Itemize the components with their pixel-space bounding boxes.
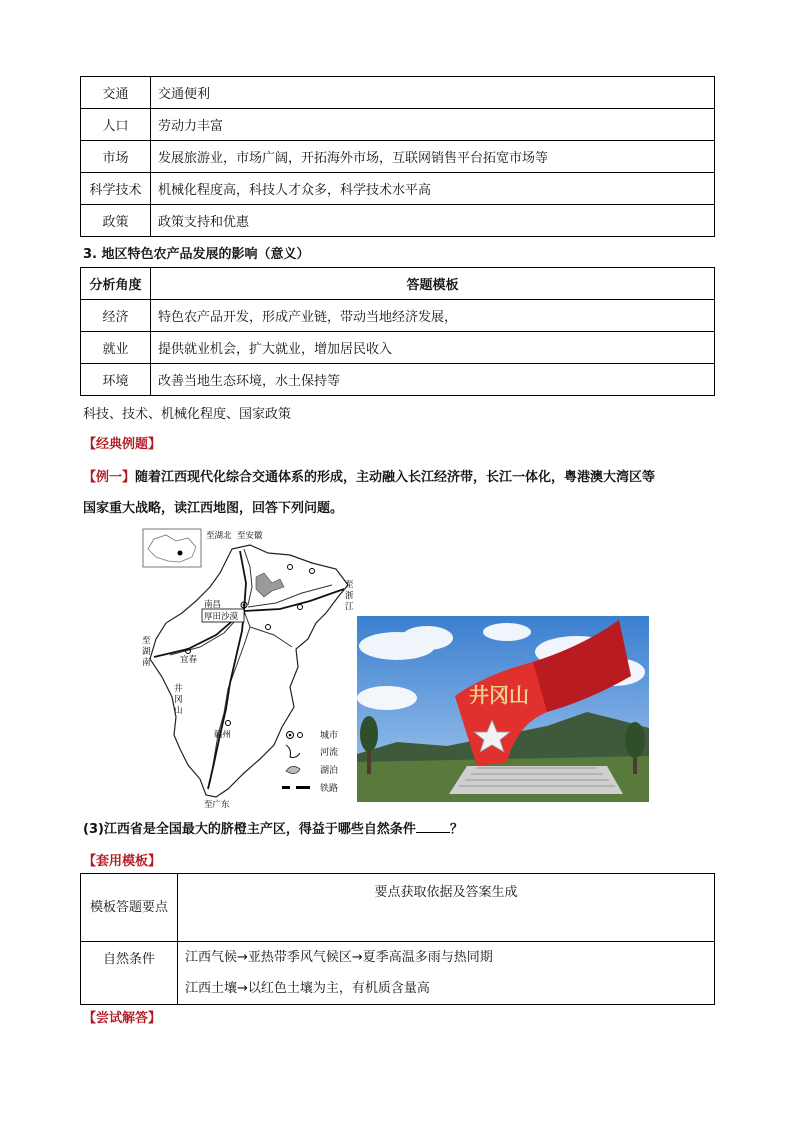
label-to-hunan xyxy=(142,636,151,668)
row-label: 就业 xyxy=(81,332,151,364)
row-content: 改善当地生态环境，水土保持等 xyxy=(151,364,715,396)
table-row xyxy=(81,141,715,173)
row-content: 提供就业机会，扩大就业，增加居民收入 xyxy=(151,332,715,364)
row-label: 科学技术 xyxy=(81,173,151,205)
content-line-soil: 江西土壤→以红色土壤为主，有机质含量高 xyxy=(185,981,430,996)
question-end: ？ xyxy=(449,822,463,837)
header-answer-template: 答题模板 xyxy=(151,268,715,300)
svg-text:冈: 冈 xyxy=(174,695,183,705)
row-content: 发展旅游业，市场广阔，开拓海外市场，互联网销售平台拓宽市场等 xyxy=(151,141,715,173)
jinggangshan-photo xyxy=(357,616,649,802)
table-header-row xyxy=(81,874,715,942)
table-row xyxy=(81,205,715,237)
svg-text:浙: 浙 xyxy=(345,591,354,601)
table-row xyxy=(81,77,715,109)
answer-blank xyxy=(416,820,450,833)
rivers xyxy=(170,549,332,783)
row-label: 环境 xyxy=(81,364,151,396)
header-basis-answer: 要点获取依据及答案生成 xyxy=(178,874,715,942)
label-changbei: 厚田沙漠 xyxy=(204,612,239,622)
table-row xyxy=(81,173,715,205)
label-to-guangdong: 至广东 xyxy=(204,800,230,809)
legend-river: 河流 xyxy=(320,748,339,758)
header-template-points: 模板答题要点 xyxy=(81,874,178,942)
row-content: 特色农产品开发，形成产业链，带动当地经济发展， xyxy=(151,300,715,332)
example-tag: 【例一】 xyxy=(83,470,136,485)
row-content: 机械化程度高，科技人才众多，科学技术水平高 xyxy=(151,173,715,205)
content-line-climate: 江西气候→亚热带季风气候区→夏季高温多雨与热同期 xyxy=(185,950,493,965)
example-text: 随着江西现代化综合交通体系的形成，主动融入长江经济带，长江一体化，粤港澳大湾区等 xyxy=(135,470,656,485)
poyang-lake xyxy=(256,573,284,597)
example-text-line-1 xyxy=(83,466,655,485)
template-heading: 【套用模板】 xyxy=(83,854,162,869)
inset-china-map xyxy=(143,529,201,567)
map-legend xyxy=(282,729,338,794)
svg-text:至: 至 xyxy=(142,636,151,646)
table-row xyxy=(81,942,715,1005)
question-text: (3)江西省是全国最大的脐橙主产区，得益于哪些自然条件 xyxy=(83,822,416,837)
header-analysis-angle: 分析角度 xyxy=(81,268,151,300)
svg-text:井: 井 xyxy=(174,684,183,694)
province-outline xyxy=(150,545,348,797)
try-answer-heading: 【尝试解答】 xyxy=(83,1011,162,1026)
svg-text:湖: 湖 xyxy=(142,647,151,657)
example-text-line-2: 国家重大战略，读江西地图，回答下列问题。 xyxy=(83,501,344,516)
section-3-title: 3. 地区特色农产品发展的影响（意义） xyxy=(83,247,310,262)
impact-table xyxy=(80,267,715,396)
factors-table xyxy=(80,76,715,237)
question-line xyxy=(83,818,463,837)
legend-railway: 铁路 xyxy=(320,784,339,794)
label-ganzhou: 赣州 xyxy=(214,730,232,740)
table-row xyxy=(81,300,715,332)
row-label: 交通 xyxy=(81,77,151,109)
label-jinggangshan xyxy=(174,683,183,716)
label-to-zhejiang xyxy=(345,580,354,612)
jiangxi-map xyxy=(140,527,355,809)
svg-text:山: 山 xyxy=(174,706,183,716)
label-to-anhui: 至安徽 xyxy=(237,531,263,541)
row-label: 市场 xyxy=(81,141,151,173)
row-content: 交通便利 xyxy=(151,77,715,109)
row-label: 人口 xyxy=(81,109,151,141)
table-header-row xyxy=(81,268,715,300)
monument-inscription: 井冈山 xyxy=(469,683,529,707)
legend-city: 城市 xyxy=(320,731,339,741)
table-row xyxy=(81,109,715,141)
city-markers xyxy=(186,565,315,726)
label-nanchang: 南昌 xyxy=(204,600,222,610)
extra-note: 科技、技术、机械化程度、国家政策 xyxy=(83,407,292,422)
row-content: 政策支持和优惠 xyxy=(151,205,715,237)
row-label: 自然条件 xyxy=(81,942,178,1005)
label-to-hubei: 至湖北 xyxy=(206,531,232,541)
row-content xyxy=(178,942,715,1005)
row-label: 政策 xyxy=(81,205,151,237)
table-row xyxy=(81,364,715,396)
template-table xyxy=(80,873,715,1005)
svg-text:江: 江 xyxy=(345,602,354,612)
row-content: 劳动力丰富 xyxy=(151,109,715,141)
svg-text:南: 南 xyxy=(142,658,151,668)
classic-example-heading: 【经典例题】 xyxy=(83,437,162,452)
svg-text:至: 至 xyxy=(345,580,354,590)
row-label: 经济 xyxy=(81,300,151,332)
table-row xyxy=(81,332,715,364)
label-yichun: 宜春 xyxy=(180,655,198,665)
legend-lake: 湖泊 xyxy=(320,766,339,776)
